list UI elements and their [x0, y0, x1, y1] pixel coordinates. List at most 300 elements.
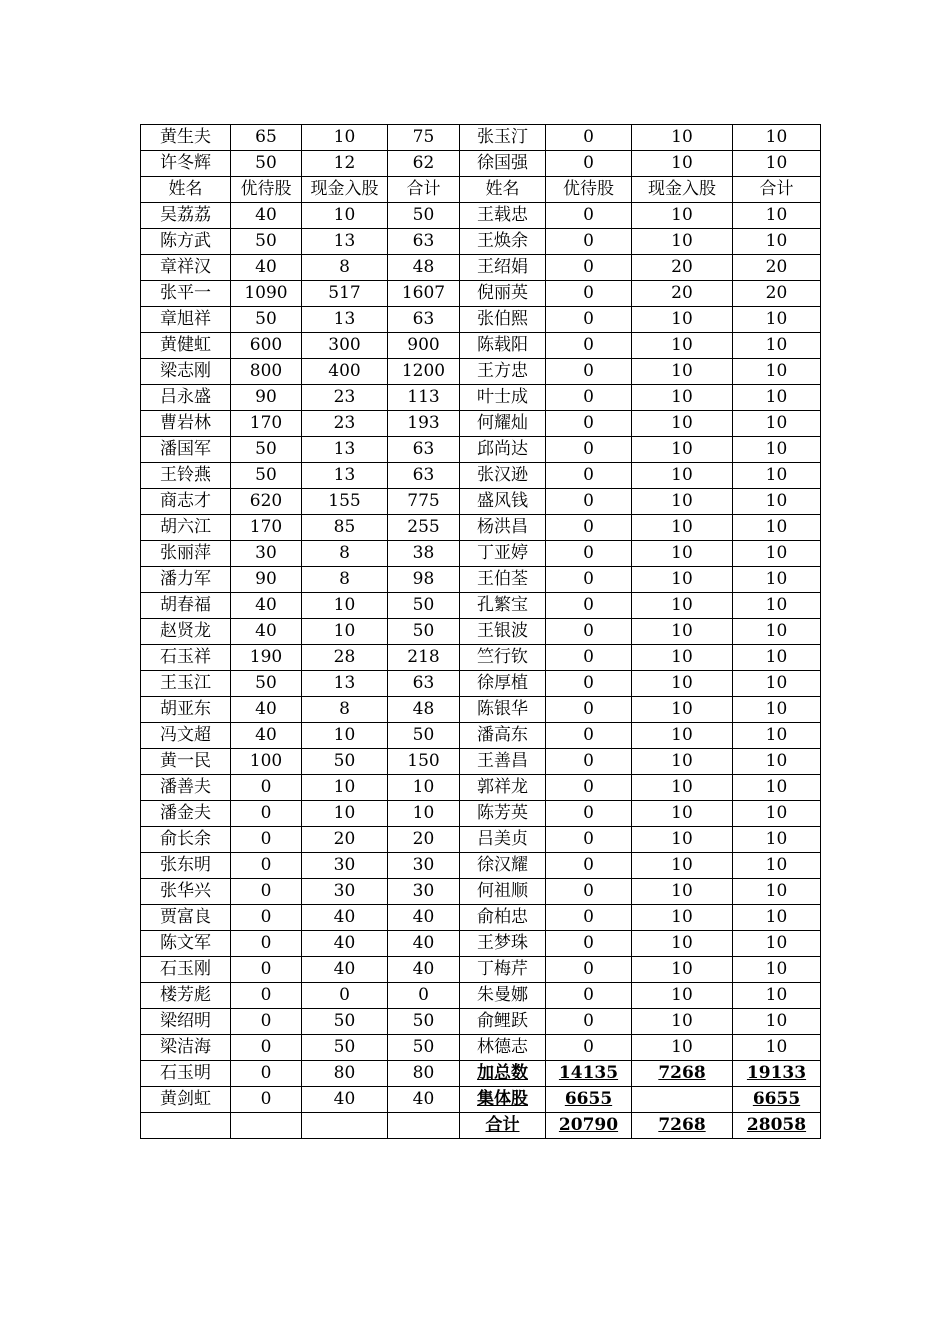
table-cell: 姓名	[460, 177, 546, 203]
table-cell: 90	[231, 567, 302, 593]
table-row	[141, 333, 821, 359]
table-cell: 潘国军	[141, 437, 231, 463]
table-cell: 集体股	[460, 1087, 546, 1113]
table-cell: 朱曼娜	[460, 983, 546, 1009]
table-cell: 10	[733, 1035, 821, 1061]
table-cell: 0	[546, 515, 632, 541]
table-cell: 80	[388, 1061, 460, 1087]
table-cell: 0	[231, 1009, 302, 1035]
table-cell: 王焕余	[460, 229, 546, 255]
table-cell: 10	[632, 567, 733, 593]
table-cell: 0	[231, 905, 302, 931]
table-cell: 20	[388, 827, 460, 853]
table-cell: 章祥汉	[141, 255, 231, 281]
table-cell: 10	[302, 775, 388, 801]
table-cell: 13	[302, 671, 388, 697]
table-cell: 255	[388, 515, 460, 541]
table-row	[141, 879, 821, 905]
table-cell: 10	[733, 229, 821, 255]
table-cell: 63	[388, 463, 460, 489]
table-cell: 190	[231, 645, 302, 671]
table-cell: 20790	[546, 1113, 632, 1139]
table-cell: 10	[733, 151, 821, 177]
table-cell: 10	[733, 411, 821, 437]
table-cell: 63	[388, 307, 460, 333]
table-cell: 10	[733, 567, 821, 593]
table-cell: 150	[388, 749, 460, 775]
table-cell: 7268	[632, 1113, 733, 1139]
table-cell: 贾富良	[141, 905, 231, 931]
table-cell: 王银波	[460, 619, 546, 645]
table-cell: 姓名	[141, 177, 231, 203]
table-cell: 800	[231, 359, 302, 385]
table-cell: 合计	[460, 1113, 546, 1139]
table-row	[141, 775, 821, 801]
table-cell: 23	[302, 385, 388, 411]
table-row	[141, 411, 821, 437]
table-cell: 600	[231, 333, 302, 359]
table-cell: 合计	[388, 177, 460, 203]
table-cell: 155	[302, 489, 388, 515]
table-cell: 0	[546, 801, 632, 827]
table-row	[141, 723, 821, 749]
table-cell: 王载忠	[460, 203, 546, 229]
table-cell: 75	[388, 125, 460, 151]
table-cell: 170	[231, 411, 302, 437]
table-cell: 218	[388, 645, 460, 671]
table-cell: 0	[388, 983, 460, 1009]
table-cell: 63	[388, 437, 460, 463]
table-cell: 40	[231, 255, 302, 281]
table-cell: 优待股	[546, 177, 632, 203]
table-cell: 0	[546, 567, 632, 593]
table-cell: 0	[546, 463, 632, 489]
table-cell: 潘力军	[141, 567, 231, 593]
table-cell: 19133	[733, 1061, 821, 1087]
table-cell: 10	[632, 125, 733, 151]
table-cell: 胡亚东	[141, 697, 231, 723]
table-cell: 10	[733, 749, 821, 775]
table-cell: 王方忠	[460, 359, 546, 385]
table-row	[141, 931, 821, 957]
table-cell: 0	[231, 1035, 302, 1061]
table-cell: 10	[733, 203, 821, 229]
table-cell: 张玉汀	[460, 125, 546, 151]
table-cell: 何祖顺	[460, 879, 546, 905]
table-row	[141, 489, 821, 515]
table-cell: 吴荔荔	[141, 203, 231, 229]
table-cell: 陈方武	[141, 229, 231, 255]
table-cell: 0	[546, 983, 632, 1009]
table-cell: 40	[388, 905, 460, 931]
table-cell: 90	[231, 385, 302, 411]
table-cell: 0	[546, 125, 632, 151]
table-cell: 10	[632, 515, 733, 541]
table-row	[141, 697, 821, 723]
table-cell: 10	[632, 463, 733, 489]
table-cell: 胡春福	[141, 593, 231, 619]
table-cell: 10	[632, 359, 733, 385]
table-cell: 0	[546, 619, 632, 645]
table-cell: 98	[388, 567, 460, 593]
table-cell: 62	[388, 151, 460, 177]
table-cell: 10	[733, 983, 821, 1009]
table-cell: 10	[733, 905, 821, 931]
table-cell: 0	[546, 957, 632, 983]
table-cell: 10	[733, 307, 821, 333]
table-cell: 10	[733, 697, 821, 723]
table-cell: 10	[632, 333, 733, 359]
table-cell: 10	[632, 905, 733, 931]
table-row	[141, 801, 821, 827]
table-cell: 0	[546, 229, 632, 255]
table-cell: 10	[302, 125, 388, 151]
table-cell	[302, 1113, 388, 1139]
table-row	[141, 957, 821, 983]
table-cell: 38	[388, 541, 460, 567]
table-cell: 陈文军	[141, 931, 231, 957]
table-cell: 1607	[388, 281, 460, 307]
table-row	[141, 1087, 821, 1113]
table-cell: 40	[231, 203, 302, 229]
table-cell: 丁梅芹	[460, 957, 546, 983]
table-cell: 10	[632, 697, 733, 723]
table-cell: 40	[231, 697, 302, 723]
table-cell: 0	[546, 151, 632, 177]
table-row	[141, 541, 821, 567]
table-cell: 林德志	[460, 1035, 546, 1061]
table-cell: 0	[231, 879, 302, 905]
table-cell: 40	[302, 905, 388, 931]
table-cell: 0	[546, 593, 632, 619]
table-cell: 合计	[733, 177, 821, 203]
table-cell: 10	[632, 1009, 733, 1035]
table-cell: 黄生夫	[141, 125, 231, 151]
table-cell: 0	[546, 307, 632, 333]
table-cell: 10	[632, 437, 733, 463]
table-cell: 30	[302, 879, 388, 905]
table-cell: 14135	[546, 1061, 632, 1087]
table-body	[141, 125, 821, 1139]
table-cell: 石玉祥	[141, 645, 231, 671]
table-cell: 曹岩林	[141, 411, 231, 437]
table-cell: 0	[546, 281, 632, 307]
table-row	[141, 1113, 821, 1139]
table-cell: 12	[302, 151, 388, 177]
table-cell: 40	[302, 931, 388, 957]
table-row	[141, 125, 821, 151]
table-cell: 张华兴	[141, 879, 231, 905]
table-row	[141, 177, 821, 203]
table-cell: 10	[632, 931, 733, 957]
table-cell: 13	[302, 463, 388, 489]
table-row	[141, 645, 821, 671]
table-cell: 50	[231, 437, 302, 463]
table-cell: 0	[302, 983, 388, 1009]
table-cell: 0	[231, 775, 302, 801]
table-cell: 10	[388, 801, 460, 827]
table-cell: 商志才	[141, 489, 231, 515]
table-row	[141, 255, 821, 281]
table-cell: 6655	[733, 1087, 821, 1113]
table-cell: 王伯荃	[460, 567, 546, 593]
table-cell: 48	[388, 697, 460, 723]
table-cell: 0	[546, 1035, 632, 1061]
table-cell: 40	[231, 619, 302, 645]
table-cell: 潘善夫	[141, 775, 231, 801]
table-cell: 50	[302, 1009, 388, 1035]
table-cell: 10	[632, 853, 733, 879]
table-cell: 加总数	[460, 1061, 546, 1087]
table-cell: 张平一	[141, 281, 231, 307]
table-cell: 冯文超	[141, 723, 231, 749]
table-cell: 10	[632, 749, 733, 775]
table-cell: 梁洁海	[141, 1035, 231, 1061]
table-cell: 10	[733, 541, 821, 567]
table-cell: 20	[302, 827, 388, 853]
table-cell: 10	[733, 619, 821, 645]
table-cell: 徐国强	[460, 151, 546, 177]
table-cell: 80	[302, 1061, 388, 1087]
table-cell: 10	[302, 723, 388, 749]
table-cell: 10	[733, 593, 821, 619]
table-cell: 20	[632, 281, 733, 307]
table-cell: 0	[546, 671, 632, 697]
table-cell: 517	[302, 281, 388, 307]
table-cell: 0	[546, 905, 632, 931]
table-cell: 50	[388, 1009, 460, 1035]
table-cell: 28	[302, 645, 388, 671]
table-cell: 10	[733, 1009, 821, 1035]
table-cell: 30	[302, 853, 388, 879]
table-cell: 30	[388, 853, 460, 879]
table-cell: 10	[632, 411, 733, 437]
table-cell: 10	[632, 983, 733, 1009]
table-cell: 10	[733, 125, 821, 151]
table-cell: 楼芳彪	[141, 983, 231, 1009]
table-row	[141, 1061, 821, 1087]
table-cell: 63	[388, 229, 460, 255]
table-row	[141, 1009, 821, 1035]
table-cell: 10	[632, 957, 733, 983]
table-cell: 0	[231, 983, 302, 1009]
table-cell: 400	[302, 359, 388, 385]
table-cell	[141, 1113, 231, 1139]
table-cell: 1200	[388, 359, 460, 385]
table-cell: 王铃燕	[141, 463, 231, 489]
table-cell: 20	[632, 255, 733, 281]
table-cell: 俞鲤跃	[460, 1009, 546, 1035]
table-row	[141, 307, 821, 333]
table-cell: 潘高东	[460, 723, 546, 749]
table-row	[141, 671, 821, 697]
table-cell: 50	[231, 463, 302, 489]
table-cell: 倪丽英	[460, 281, 546, 307]
table-cell: 徐厚植	[460, 671, 546, 697]
table-cell	[388, 1113, 460, 1139]
table-cell: 0	[231, 957, 302, 983]
table-cell: 65	[231, 125, 302, 151]
table-cell: 50	[231, 307, 302, 333]
table-cell: 10	[733, 463, 821, 489]
table-cell: 0	[546, 723, 632, 749]
table-cell: 0	[546, 541, 632, 567]
table-cell: 10	[632, 619, 733, 645]
table-cell: 10	[632, 827, 733, 853]
table-cell: 陈载阳	[460, 333, 546, 359]
table-cell: 30	[388, 879, 460, 905]
table-cell: 张伯熙	[460, 307, 546, 333]
table-cell: 陈银华	[460, 697, 546, 723]
table-cell: 10	[733, 775, 821, 801]
table-cell: 石玉明	[141, 1061, 231, 1087]
table-cell: 10	[632, 1035, 733, 1061]
table-row	[141, 905, 821, 931]
table-cell: 10	[632, 489, 733, 515]
table-cell: 7268	[632, 1061, 733, 1087]
table-cell: 陈芳英	[460, 801, 546, 827]
table-cell: 50	[302, 1035, 388, 1061]
table-cell: 0	[546, 385, 632, 411]
table-row	[141, 359, 821, 385]
table-cell: 8	[302, 541, 388, 567]
table-cell: 许冬辉	[141, 151, 231, 177]
table-cell: 30	[231, 541, 302, 567]
table-cell: 13	[302, 307, 388, 333]
table-cell: 张东明	[141, 853, 231, 879]
table-cell: 0	[231, 853, 302, 879]
table-cell: 王玉江	[141, 671, 231, 697]
table-cell: 吕永盛	[141, 385, 231, 411]
table-cell: 10	[632, 541, 733, 567]
table-cell: 0	[546, 645, 632, 671]
table-cell: 0	[546, 1009, 632, 1035]
table-cell: 10	[632, 879, 733, 905]
table-cell: 85	[302, 515, 388, 541]
table-row	[141, 385, 821, 411]
table-cell: 0	[546, 879, 632, 905]
table-cell: 胡六江	[141, 515, 231, 541]
table-cell: 0	[546, 411, 632, 437]
table-cell: 50	[388, 203, 460, 229]
table-cell: 10	[733, 723, 821, 749]
table-cell: 193	[388, 411, 460, 437]
table-cell: 0	[546, 697, 632, 723]
table-cell: 13	[302, 437, 388, 463]
table-cell: 章旭祥	[141, 307, 231, 333]
table-cell: 10	[733, 437, 821, 463]
table-cell: 10	[632, 723, 733, 749]
table-cell: 40	[302, 957, 388, 983]
table-cell: 10	[632, 671, 733, 697]
table-cell: 48	[388, 255, 460, 281]
table-cell: 775	[388, 489, 460, 515]
table-row	[141, 281, 821, 307]
table-cell: 0	[546, 359, 632, 385]
table-cell: 40	[302, 1087, 388, 1113]
table-cell: 28058	[733, 1113, 821, 1139]
table-cell: 邱尚达	[460, 437, 546, 463]
table-cell: 0	[546, 775, 632, 801]
table-cell: 13	[302, 229, 388, 255]
table-cell: 10	[302, 593, 388, 619]
table-cell: 50	[388, 1035, 460, 1061]
table-cell: 0	[546, 853, 632, 879]
table-cell: 10	[733, 489, 821, 515]
table-cell: 黄健虹	[141, 333, 231, 359]
table-cell: 徐汉耀	[460, 853, 546, 879]
table-cell: 20	[733, 281, 821, 307]
table-cell: 10	[632, 151, 733, 177]
table-cell: 10	[632, 593, 733, 619]
table-cell: 竺行钦	[460, 645, 546, 671]
table-cell: 50	[231, 671, 302, 697]
table-cell: 盛风钱	[460, 489, 546, 515]
table-cell: 丁亚婷	[460, 541, 546, 567]
table-row	[141, 437, 821, 463]
table-cell	[632, 1087, 733, 1113]
table-cell: 0	[231, 801, 302, 827]
table-cell: 900	[388, 333, 460, 359]
table-cell: 10	[302, 203, 388, 229]
table-cell: 俞长余	[141, 827, 231, 853]
table-cell: 杨洪昌	[460, 515, 546, 541]
table-cell: 10	[733, 385, 821, 411]
table-cell: 50	[302, 749, 388, 775]
table-cell: 0	[546, 827, 632, 853]
table-cell: 10	[302, 801, 388, 827]
table-cell: 50	[231, 151, 302, 177]
table-cell: 10	[733, 333, 821, 359]
table-cell: 张丽萍	[141, 541, 231, 567]
table-cell: 40	[231, 723, 302, 749]
table-cell: 梁绍明	[141, 1009, 231, 1035]
table-row	[141, 983, 821, 1009]
table-cell: 黄剑虹	[141, 1087, 231, 1113]
table-cell: 170	[231, 515, 302, 541]
table-cell: 优待股	[231, 177, 302, 203]
table-cell: 0	[231, 1061, 302, 1087]
table-cell: 0	[546, 749, 632, 775]
table-cell: 0	[546, 203, 632, 229]
table-cell: 0	[546, 333, 632, 359]
table-cell: 1090	[231, 281, 302, 307]
table-cell: 黄一民	[141, 749, 231, 775]
table-cell: 10	[733, 931, 821, 957]
table-cell: 63	[388, 671, 460, 697]
table-cell: 梁志刚	[141, 359, 231, 385]
table-cell: 6655	[546, 1087, 632, 1113]
table-cell: 40	[388, 1087, 460, 1113]
table-cell: 10	[733, 645, 821, 671]
table-cell: 潘金夫	[141, 801, 231, 827]
table-row	[141, 463, 821, 489]
table-cell: 10	[632, 385, 733, 411]
table-cell: 何耀灿	[460, 411, 546, 437]
table-cell: 王绍娟	[460, 255, 546, 281]
table-cell: 10	[632, 307, 733, 333]
table-cell: 0	[546, 437, 632, 463]
table-row	[141, 827, 821, 853]
table-cell: 石玉刚	[141, 957, 231, 983]
table-cell	[231, 1113, 302, 1139]
table-cell: 俞柏忠	[460, 905, 546, 931]
table-row	[141, 515, 821, 541]
table-cell: 0	[546, 489, 632, 515]
table-cell: 0	[231, 1087, 302, 1113]
table-cell: 10	[733, 515, 821, 541]
table-cell: 100	[231, 749, 302, 775]
